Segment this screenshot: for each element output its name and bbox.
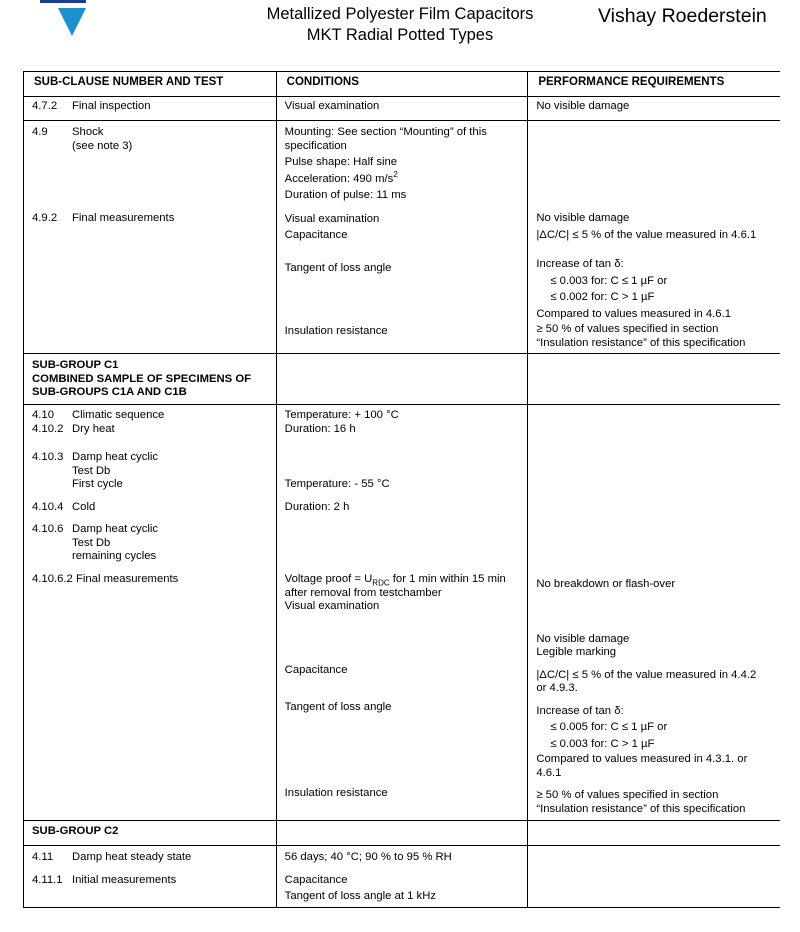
clause-number: 4.10 xyxy=(32,409,54,421)
superscript: 2 xyxy=(393,169,398,179)
test-name: Final measurements xyxy=(72,212,175,224)
clause-number: 4.11.1 xyxy=(32,873,63,886)
test-note: (see note 3) xyxy=(72,139,133,152)
clause-number: 4.7.2 xyxy=(32,100,58,112)
clause-number: 4.10.6 xyxy=(32,523,64,535)
condition: after removal from testchamber xyxy=(284,586,442,599)
subgroup-subtitle: COMBINED SAMPLE OF SPECIMENS OF xyxy=(32,372,252,385)
test-name: First cycle xyxy=(72,478,123,490)
test-name: 4.10.6.2 Final measurements xyxy=(32,572,179,585)
brand-name: Vishay Roederstein xyxy=(598,5,767,27)
clause-number: 4.10.3 xyxy=(32,451,64,463)
requirement: ≤ 0.005 for: C ≤ 1 µF or xyxy=(550,721,668,733)
header-col-conditions: CONDITIONS xyxy=(277,72,529,96)
condition: Tangent of loss angle xyxy=(284,701,392,713)
test-name: Climatic sequence xyxy=(72,409,165,421)
condition: Capacitance xyxy=(284,229,348,241)
requirement: No visible damage xyxy=(536,100,630,112)
clause-number: 4.11 xyxy=(32,851,54,863)
requirement: or 4.9.3. xyxy=(536,682,578,694)
test-name: Test Db xyxy=(72,536,111,549)
header-col-requirements: PERFORMANCE REQUIREMENTS xyxy=(538,76,725,88)
requirement: No breakdown or flash-over xyxy=(536,578,676,590)
table-row xyxy=(23,121,780,354)
requirement: Increase of tan δ: xyxy=(536,704,624,717)
test-name: Dry heat xyxy=(72,422,115,435)
clause-number: 4.9 xyxy=(32,126,48,138)
test-name: Damp heat cyclic xyxy=(72,451,159,463)
subgroup-header-row xyxy=(23,821,780,846)
requirement: “Insulation resistance” of this specification xyxy=(536,336,746,349)
condition: Capacitance xyxy=(284,663,348,676)
test-name: Test Db xyxy=(72,464,111,477)
test-name: Final inspection xyxy=(72,100,151,112)
clause-number: 4.9.2 xyxy=(32,212,58,224)
condition: Visual examination xyxy=(277,97,529,120)
condition: Duration: 16 h xyxy=(284,422,356,435)
condition: Temperature: - 55 °C xyxy=(284,478,390,490)
subgroup-subtitle: SUB-GROUPS C1A AND C1B xyxy=(32,386,187,398)
title-line-1: Metallized Polyester Film Capacitors xyxy=(266,5,534,23)
subgroup-title: SUB-GROUP C1 xyxy=(32,359,119,371)
condition: Acceleration: 490 m/s xyxy=(284,172,394,185)
requirement: |ΔC/C| ≤ 5 % of the value measured in 4.6.1 xyxy=(536,228,757,241)
condition: Visual examination xyxy=(284,212,380,225)
requirement: “Insulation resistance” of this specification xyxy=(536,802,746,815)
condition: Tangent of loss angle at 1 kHz xyxy=(284,890,437,902)
test-name: Damp heat cyclic xyxy=(72,523,159,535)
test-name: Damp heat steady state xyxy=(72,851,192,863)
requirement: ≥ 50 % of values specified in section xyxy=(536,323,719,335)
requirement: |ΔC/C| ≤ 5 % of the value measured in 4.4.2 xyxy=(536,668,757,681)
test-name: Shock xyxy=(72,126,104,138)
requirement: 4.6.1 xyxy=(536,766,562,779)
condition: Mounting: See section “Mounting” of this xyxy=(284,126,487,138)
test-name: Cold xyxy=(72,500,96,513)
requirement: Increase of tan δ: xyxy=(536,258,624,270)
test-name: remaining cycles xyxy=(72,550,157,562)
header-col-subclause: SUB-CLAUSE NUMBER AND TEST xyxy=(24,72,277,96)
condition: Pulse shape: Half sine xyxy=(284,156,398,168)
requirement: ≥ 50 % of values specified in section xyxy=(536,789,719,801)
condition: Voltage proof = U xyxy=(284,573,373,585)
title-line-2: MKT Radial Potted Types xyxy=(306,26,494,44)
requirement: Compared to values measured in 4.6.1 xyxy=(536,307,732,320)
vishay-logo-icon xyxy=(40,0,102,38)
condition: Insulation resistance xyxy=(284,325,388,337)
document-title xyxy=(230,4,570,46)
subgroup-header-row xyxy=(23,354,780,405)
condition: Duration of pulse: 11 ms xyxy=(284,189,407,201)
clause-number: 4.10.2 xyxy=(32,422,64,435)
clause-number: 4.10.4 xyxy=(32,500,64,513)
condition: specification xyxy=(284,139,347,152)
requirement: Legible marking xyxy=(536,646,617,658)
condition: 56 days; 40 °C; 90 % to 95 % RH xyxy=(284,851,452,863)
condition: for 1 min within 15 min xyxy=(389,573,506,585)
subscript: RDC xyxy=(372,578,390,588)
subgroup-title: SUB-GROUP C2 xyxy=(24,821,277,845)
condition: Duration: 2 h xyxy=(284,500,350,513)
requirement: ≤ 0.003 for: C > 1 µF xyxy=(550,737,655,750)
requirement: Compared to values measured in 4.3.1. or xyxy=(536,753,748,765)
condition: Visual examination xyxy=(284,600,380,612)
condition: Insulation resistance xyxy=(284,786,388,799)
table-row xyxy=(23,97,780,121)
condition: Capacitance xyxy=(284,873,348,886)
requirement: ≤ 0.003 for: C ≤ 1 µF or xyxy=(550,274,668,287)
table-row xyxy=(23,405,780,821)
condition: Temperature: + 100 °C xyxy=(284,409,399,421)
table-header-row xyxy=(23,71,780,97)
requirement: No visible damage xyxy=(536,632,630,645)
condition: Tangent of loss angle xyxy=(284,261,392,274)
requirement: No visible damage xyxy=(536,212,630,224)
table-row xyxy=(23,846,780,908)
requirement: ≤ 0.002 for: C > 1 µF xyxy=(550,291,655,303)
test-name: Initial measurements xyxy=(72,873,177,886)
test-table xyxy=(23,71,780,908)
